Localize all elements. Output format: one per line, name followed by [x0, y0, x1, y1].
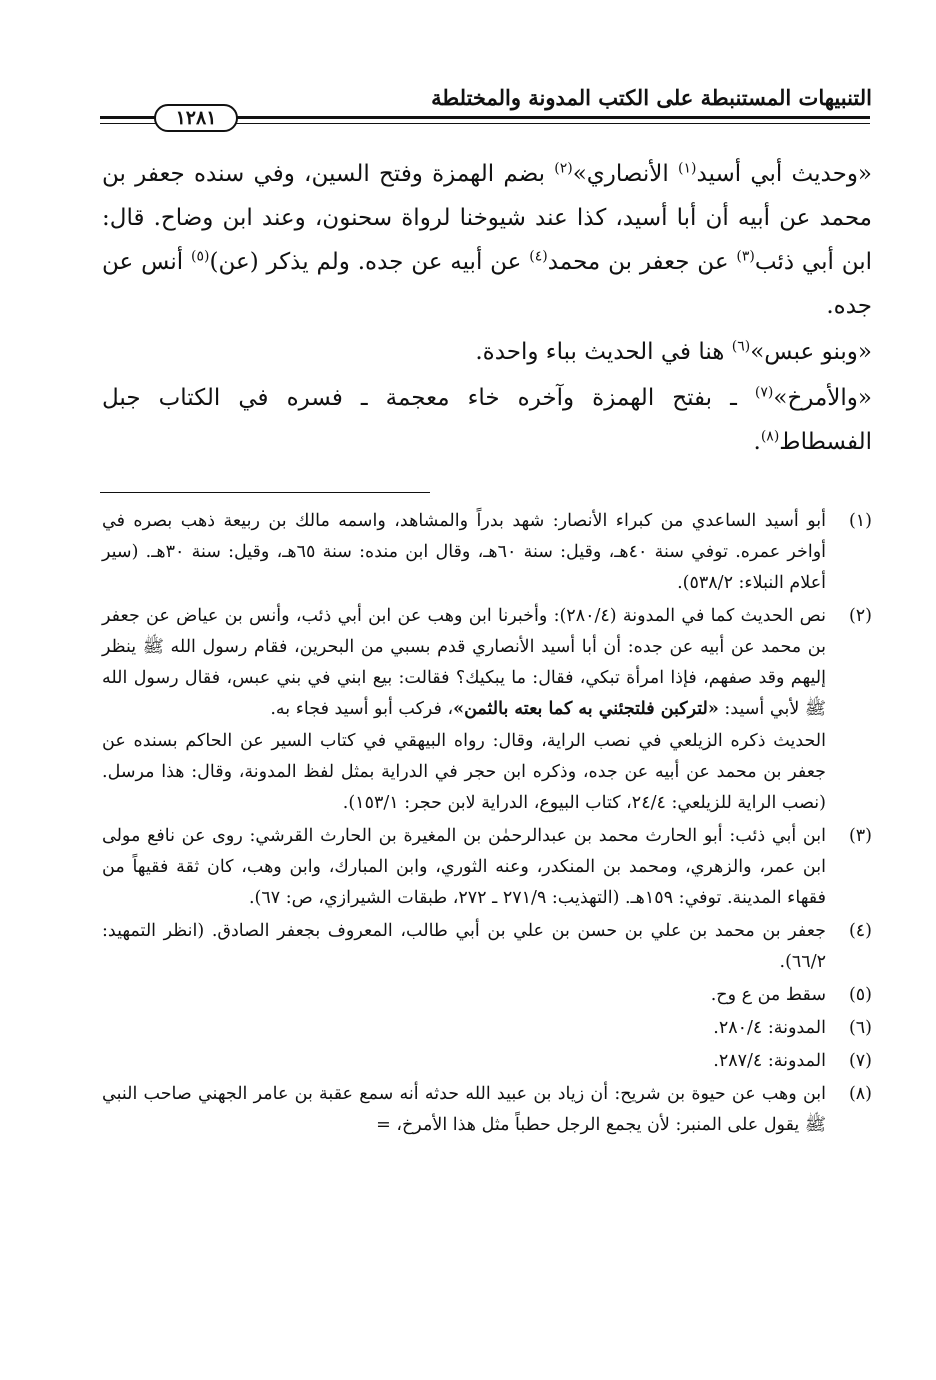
footnote-number: (٦) — [848, 1018, 872, 1038]
footnote-ref-2: (٢) — [554, 160, 573, 177]
text-segment: عن جعفر بن محمد — [547, 249, 737, 275]
running-title: التنبيهات المستنبطة على الكتب المدونة والمختلطة — [431, 85, 872, 110]
paragraph-al-amrakh — [102, 376, 872, 464]
footnote-text: ابن أبي ذئب: أبو الحارث محمد بن عبدالرحمٰن بن المغيرة بن الحارث القرشي: روى عن نافع مولى ابن عمر، والزهري، ومحمد بن المنكدر، وعنه الثوري، وابن المبارك، وابن وهب، كان ثقة فقيهاً من فقهاء المدينة. توفي: ١٥٩هـ. (التهذيب: ٢٧١/٩ ـ ٢٧٢، طبقات الشيرازي، ص: ٦٧). — [102, 826, 826, 908]
text-segment: «والأمرخ» — [773, 385, 872, 411]
footnote-ref-5: (٥) — [191, 248, 210, 265]
footnote-text: المدونة: ٢٨٠/٤. — [713, 1018, 826, 1038]
text-segment: أنس عن جده. — [102, 249, 872, 319]
footnote-text: جعفر بن محمد بن علي بن حسن بن علي بن أبي طالب، المعروف بجعفر الصادق. (انظر التمهيد: ٦٦/٢). — [102, 921, 826, 972]
footnote-text-segment: ، فركب أبو أسيد فجاء به. — [270, 699, 454, 719]
footnote-number: (٣) — [848, 826, 872, 846]
footnote-ref-7: (٧) — [754, 384, 774, 401]
footnote-ref-3: (٣) — [736, 248, 755, 265]
footnote-number: (١) — [848, 511, 872, 531]
main-text — [102, 152, 872, 464]
text-segment: هنا في الحديث بباء واحدة. — [475, 339, 732, 365]
footnote-ref-6: (٦) — [731, 338, 751, 355]
text-segment: ـ بفتح الهمزة وآخره خاء معجمة ـ فسره في الكتاب جبل الفسطاط — [102, 385, 872, 455]
footnote-ref-4: (٤) — [529, 248, 548, 265]
footnote-5 — [102, 980, 872, 1011]
footnote-continuation: الحديث ذكره الزيلعي في نصب الراية، وقال: رواه البيهقي في كتاب السير عن الحاكم بسنده عن جعفر بن محمد عن أبيه عن جده، وذكره ابن حجر في الدراية بمثل لفظ المدونة، وقال: هذا مرسل. (نصب الراية للزيلعي: ٢٤/٤، كتاب البيوع، الدراية لابن حجر: ١٥٣/١). — [102, 731, 826, 813]
footnote-6 — [102, 1013, 872, 1044]
footnote-8 — [102, 1079, 872, 1141]
footnote-number: (٧) — [848, 1051, 872, 1071]
footnote-number: (٤) — [848, 921, 872, 941]
footnote-number: (٨) — [848, 1084, 872, 1104]
footnote-text: أبو أسيد الساعدي من كبراء الأنصار: شهد بدراً والمشاهد، واسمه مالك بن ربيعة ذهب بصره في أواخر عمره. توفي سنة ٤٠هـ، وقيل: سنة ٦٠هـ، وقال ابن منده: سنة ٦٥هـ، وقيل: سنة ٣٠هـ. (سير أعلام النبلاء: ٥٣٨/٢). — [102, 511, 827, 593]
footnote-number: (٢) — [848, 606, 872, 626]
footnote-text-segment: نص الحديث كما في المدونة (٢٨٠/٤): وأخبرنا ابن وهب عن ابن أبي ذئب، وأنس بن عياض عن جعفر بن محمد عن أبيه عن جده: أن أبا أسيد الأنصاري قدم بسبي من البحرين، فقام رسول الله ﷺ ينظر إليهم وقد صفهم، فإذا امرأة تبكي، فقال: ما يبكيك؟ فقالت: بيع ابني في بني عبس، فقال رسول الله ﷺ لأبي أسيد: — [102, 606, 826, 719]
footnotes — [102, 506, 872, 1143]
paragraph-banu-abs — [102, 330, 872, 374]
text-segment: الأنصاري» — [572, 161, 678, 187]
footnote-text: ابن وهب عن حيوة بن شريح: أن زياد بن عبيد الله حدثه أنه سمع عقبة بن عامر الجهني صاحب النبي ﷺ يقول على المنبر: لأن يجمع الرجل حطباً مثل هذا الأمرخ، = — [102, 1084, 826, 1135]
footnote-number: (٥) — [848, 985, 872, 1005]
footnote-4 — [102, 916, 872, 978]
footnote-1 — [102, 506, 872, 599]
text-segment: عن أبيه عن جده. ولم يذكر (عن) — [209, 249, 530, 275]
footnote-7 — [102, 1046, 872, 1077]
footnote-2 — [102, 601, 872, 819]
footnote-text: سقط من ع وح. — [710, 985, 826, 1005]
footnote-text — [102, 601, 826, 725]
footnote-separator — [100, 492, 430, 493]
footnote-ref-1: (١) — [678, 160, 697, 177]
footnote-3 — [102, 821, 872, 914]
text-segment: بضم الهمزة وفتح السين، وفي سنده جعفر بن محمد عن أبيه أن أبا أسيد، كذا عند شيوخنا لرواة سحنون، وعند ابن وضاح. قال: ابن أبي ذئب — [102, 161, 873, 275]
page-number: ١٢٨١ — [154, 104, 238, 132]
text-segment: . — [753, 429, 761, 455]
footnote-ref-8: (٨) — [760, 428, 780, 445]
hadith-quote: «لتركبن فلتجئني به كما بعته بالثمن» — [453, 699, 719, 719]
text-segment: «وبنو عبس» — [750, 339, 872, 365]
paragraph-abu-usayd — [102, 152, 872, 328]
text-segment: «وحديث أبي أسيد — [696, 161, 872, 187]
footnote-text: المدونة: ٢٨٧/٤. — [713, 1051, 826, 1071]
